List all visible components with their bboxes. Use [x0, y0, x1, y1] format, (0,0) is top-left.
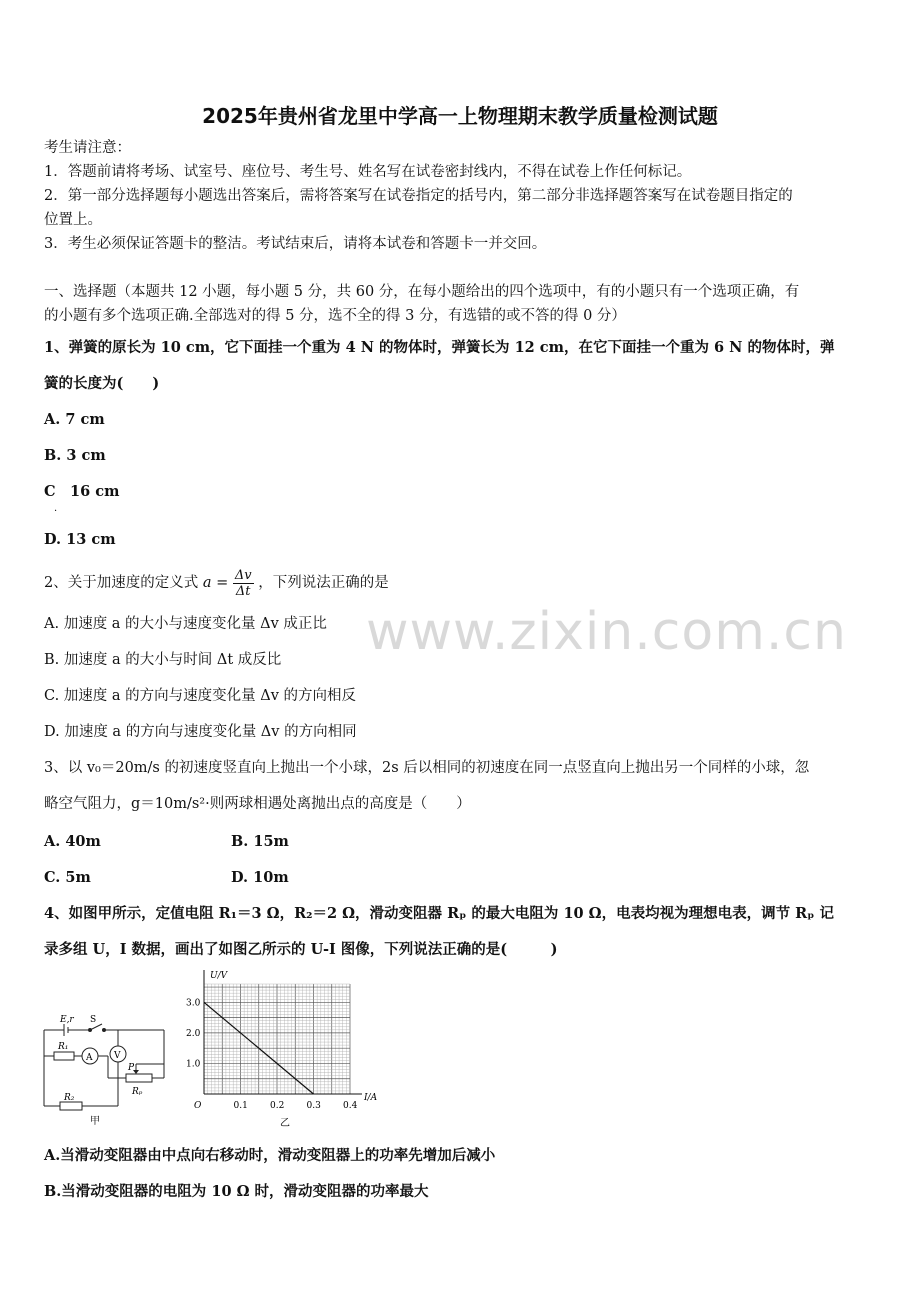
- q3-option-d: D. 10m: [231, 869, 289, 886]
- notice-heading: 考生请注意：: [44, 140, 131, 156]
- q1-stem-line1: 1、弹簧的原长为 10 cm，它下面挂一个重为 4 N 的物体时，弹簧长为 12 cm，在它下面挂一个重为 6 N 的物体时，弹: [44, 339, 835, 356]
- q3-option-a: A. 40m: [44, 833, 101, 850]
- x-tick-label: 0.3: [306, 1101, 321, 1111]
- y-tick-label: 2.0: [186, 1028, 201, 1039]
- graph-x-axis-label: I/A: [364, 1093, 378, 1103]
- graph-y-ticks: [186, 998, 201, 1069]
- q2-formula-denominator: Δt: [235, 583, 251, 599]
- q1-option-b: B. 3 cm: [44, 447, 106, 464]
- exam-title: 2025年贵州省龙里中学高一上物理期末教学质量检测试题: [202, 104, 718, 128]
- rheostat-body: [126, 1074, 152, 1082]
- label-r2: R₂: [64, 1093, 75, 1103]
- label-emf: E,r: [60, 1015, 74, 1025]
- y-tick-label: 1.0: [186, 1059, 201, 1070]
- q1-option-a: A. 7 cm: [44, 411, 105, 428]
- graph-origin-label: O: [194, 1101, 202, 1111]
- notice-item-2: 2．第一部分选择题每小题选出答案后，需将答案写在试卷指定的括号内，第二部分非选择题答案写在试卷题目指定的: [44, 188, 793, 204]
- q3-option-b: B. 15m: [231, 833, 289, 850]
- q2-stem: [44, 566, 880, 600]
- y-tick-label: 3.0: [186, 998, 201, 1009]
- q2-stem-after: ，下列说法正确的是: [258, 575, 389, 591]
- x-tick-label: 0.4: [343, 1101, 358, 1111]
- notice-item-1: 1．答题前请将考场、试室号、座位号、考生号、姓名写在试卷密封线内，不得在试卷上作任何标记。: [44, 164, 692, 180]
- q4-stem-line1: 4、如图甲所示，定值电阻 R₁＝3 Ω，R₂＝2 Ω，滑动变阻器 Rₚ 的最大电阻为 10 Ω，电表均视为理想电表，调节 Rₚ 记: [44, 905, 834, 922]
- graph-x-ticks: [234, 1101, 358, 1111]
- x-tick-label: 0.2: [270, 1101, 285, 1111]
- q2-formula-lhs: a =: [202, 575, 229, 591]
- section-header-line1: 一、选择题（本题共 12 小题，每小题 5 分，共 60 分，在每小题给出的四个选项中，有的小题只有一个选项正确，有: [44, 284, 800, 300]
- q3-option-c: C. 5m: [44, 869, 91, 886]
- q3-stem-line1: 3、以 v₀＝20m/s 的初速度竖直向上抛出一个小球，2s 后以相同的初速度在同一点竖直向上抛出另一个同样的小球，忽: [44, 760, 810, 776]
- section-header-line2: 的小题有多个选项正确.全部选对的得 5 分，选不全的得 3 分，有选错的或不答的得 0 分）: [44, 308, 626, 324]
- watermark: www.zixin.com.cn: [366, 602, 847, 662]
- q2-option-d: D. 加速度 a 的方向与速度变化量 Δv 的方向相同: [44, 724, 357, 740]
- q4-option-b: B.当滑动变阻器的电阻为 10 Ω 时，滑动变阻器的功率最大: [44, 1183, 429, 1200]
- circuit-diagram: [36, 1012, 176, 1128]
- q4-option-a: A.当滑动变阻器由中点向右移动时，滑动变阻器上的功率先增加后减小: [44, 1147, 496, 1164]
- graph-axes: [204, 970, 362, 1094]
- stray-dot: ·: [54, 506, 58, 517]
- graph-caption: 乙: [280, 1118, 290, 1129]
- notice-item-2-cont: 位置上。: [44, 212, 102, 228]
- graph-grid: [204, 984, 350, 1094]
- label-voltmeter: V: [114, 1051, 121, 1061]
- q1-stem-line2: 簧的长度为( ): [44, 375, 160, 392]
- q2-option-a: A. 加速度 a 的大小与速度变化量 Δv 成正比: [44, 616, 327, 632]
- graph-y-axis-label: U/V: [210, 971, 228, 981]
- circuit-caption: 甲: [90, 1116, 100, 1127]
- label-ammeter: A: [86, 1053, 93, 1063]
- q2-formula-fraction: [233, 568, 254, 599]
- r1-resistor: [54, 1052, 74, 1060]
- q4-stem-line2: 录多组 U，I 数据，画出了如图乙所示的 U-I 图像，下列说法正确的是( ): [44, 941, 558, 958]
- q1-option-c: C 16 cm: [44, 483, 120, 500]
- q1-option-d: D. 13 cm: [44, 531, 116, 548]
- label-p: P: [128, 1063, 135, 1073]
- u-i-graph: [186, 966, 382, 1130]
- label-r1: R₁: [58, 1042, 69, 1052]
- label-rp: Rₚ: [132, 1087, 143, 1097]
- q2-stem-before: 2、关于加速度的定义式: [44, 575, 199, 591]
- r2-resistor: [60, 1102, 82, 1110]
- q3-stem-line2: 略空气阻力，g＝10m/s²·则两球相遇处离抛出点的高度是（ ）: [44, 796, 471, 812]
- q2-option-c: C. 加速度 a 的方向与速度变化量 Δv 的方向相反: [44, 688, 357, 704]
- x-tick-label: 0.1: [233, 1101, 248, 1111]
- q2-formula-numerator: Δv: [234, 567, 252, 583]
- notice-item-3: 3．考生必须保证答题卡的整洁。考试结束后，请将本试卷和答题卡一并交回。: [44, 236, 547, 252]
- q2-option-b: B. 加速度 a 的大小与时间 Δt 成反比: [44, 652, 282, 668]
- label-switch: S: [90, 1015, 97, 1025]
